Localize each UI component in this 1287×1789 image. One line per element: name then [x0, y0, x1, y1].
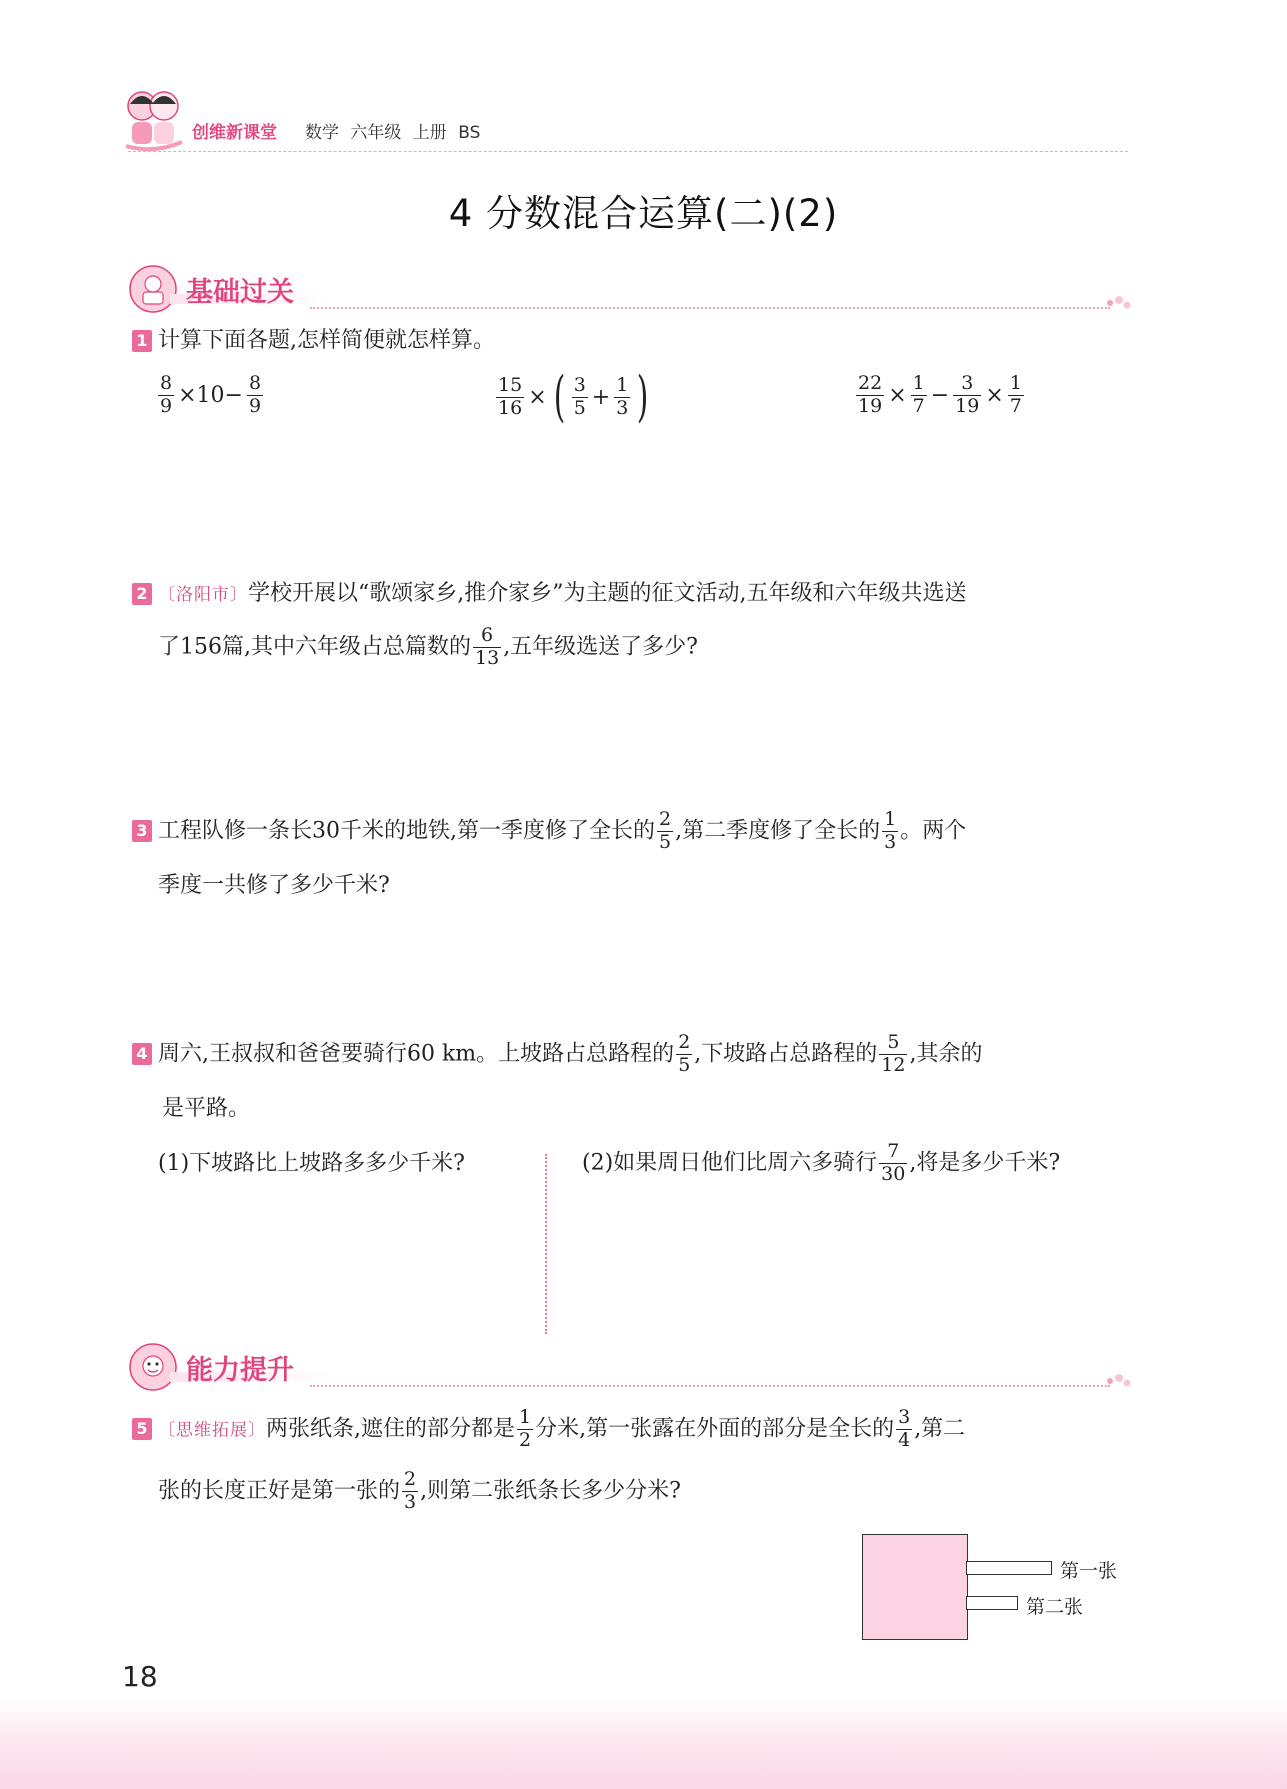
question-4-part-1: (1)下坡路比上坡路多多少千米? — [158, 1151, 465, 1176]
denominator: 7 — [912, 394, 925, 417]
dots-decoration-icon — [1106, 1374, 1132, 1388]
numerator: 6 — [481, 624, 494, 646]
text-segment: ,第二季度修了全长的 — [675, 818, 881, 844]
text-segment: 工程队修一条长30千米的地铁,第一季度修了全长的 — [158, 818, 655, 844]
numerator: 3 — [898, 1406, 911, 1428]
dots-decoration-icon — [1106, 296, 1132, 310]
fraction — [657, 810, 673, 853]
denominator: 30 — [881, 1162, 906, 1185]
section-basic-title: 基础过关 — [186, 277, 294, 308]
denominator: 19 — [858, 394, 883, 417]
text-segment: 了156篇,其中六年级占总篇数的 — [158, 634, 471, 660]
denominator: 16 — [498, 396, 523, 419]
numerator: 7 — [887, 1140, 900, 1162]
text-segment: ,则第二张纸条长多少分米? — [420, 1478, 681, 1504]
text-segment: (2)如果周日他们比周六多骑行 — [582, 1150, 878, 1176]
section-basic-rule — [310, 307, 1110, 309]
fraction — [1008, 374, 1024, 417]
fraction — [856, 374, 884, 417]
question-2 — [132, 583, 966, 605]
denominator: 19 — [955, 394, 980, 417]
text-segment: 张的长度正好是第一张的 — [158, 1478, 401, 1504]
text-segment: ,其余的 — [909, 1041, 983, 1067]
question-number: 1 — [132, 330, 152, 352]
denominator: 5 — [659, 830, 672, 853]
numerator: 1 — [884, 808, 897, 830]
page-number: 18 — [122, 1660, 158, 1693]
mascot-logo-icon — [122, 84, 186, 156]
question-number: 3 — [132, 820, 152, 842]
question-source-tag: 〔思维拓展〕 — [158, 1420, 266, 1441]
question-number: 5 — [132, 1418, 152, 1440]
text-segment: 周六,王叔叔和爸爸要骑行60 km。上坡路占总路程的 — [158, 1041, 675, 1067]
numerator: 15 — [498, 373, 523, 396]
text-segment: 分米,第一张露在外面的部分是全长的 — [535, 1416, 895, 1442]
denominator: 2 — [519, 1428, 532, 1451]
strip-2 — [966, 1596, 1018, 1610]
denominator: 13 — [475, 646, 500, 669]
expression-2 — [494, 365, 653, 428]
strip-1 — [966, 1561, 1052, 1575]
denominator: 12 — [881, 1053, 906, 1076]
header-divider — [128, 151, 1128, 152]
numerator: 1 — [1009, 372, 1022, 394]
question-4-line-2: 是平路。 — [162, 1096, 251, 1121]
text-segment: ,第二 — [914, 1416, 966, 1442]
numerator: 22 — [858, 372, 883, 394]
numerator: 2 — [659, 808, 672, 830]
numerator: 1 — [616, 373, 629, 396]
question-4-part-2 — [582, 1142, 1060, 1185]
fraction — [911, 374, 927, 417]
numerator: 8 — [248, 372, 262, 394]
question-5-line-2 — [158, 1470, 681, 1513]
operator: × — [888, 382, 907, 408]
text-segment: 。两个 — [900, 818, 967, 844]
denominator: 5 — [678, 1053, 691, 1076]
numerator: 3 — [573, 373, 586, 396]
expression-1 — [156, 374, 265, 417]
numerator: 2 — [678, 1031, 691, 1053]
operator: ×10− — [178, 382, 243, 408]
fraction — [473, 626, 501, 669]
question-5 — [132, 1408, 965, 1451]
denominator: 9 — [160, 394, 173, 417]
numerator: 1 — [912, 372, 925, 394]
fraction — [896, 1408, 912, 1451]
footer-band — [0, 1700, 1287, 1789]
denominator: 3 — [884, 830, 897, 853]
question-number: 2 — [132, 583, 152, 605]
fraction — [496, 373, 524, 419]
fraction — [247, 374, 263, 417]
denominator: 7 — [1009, 394, 1022, 417]
left-paren: ( — [553, 365, 565, 428]
numerator: 2 — [404, 1468, 417, 1490]
numerator: 3 — [961, 372, 974, 394]
fraction — [879, 1142, 907, 1185]
fraction — [614, 373, 630, 419]
lesson-title: 4 分数混合运算(二)(2) — [448, 192, 839, 235]
denominator: 3 — [616, 396, 629, 419]
operator: + — [591, 384, 611, 410]
section-advanced-icon — [128, 1342, 178, 1392]
denominator: 3 — [404, 1490, 417, 1513]
denominator: 4 — [898, 1428, 911, 1451]
expression-3 — [854, 374, 1026, 417]
strip-1-label: 第一张 — [1060, 1560, 1118, 1582]
numerator: 1 — [519, 1406, 532, 1428]
operator: − — [930, 382, 950, 408]
numerator: 8 — [160, 372, 173, 394]
fraction — [676, 1033, 692, 1076]
section-advanced-rule — [310, 1385, 1110, 1387]
column-divider — [545, 1154, 547, 1334]
strip-2-label: 第二张 — [1026, 1596, 1084, 1618]
right-paren: ) — [637, 365, 649, 428]
fraction — [517, 1408, 533, 1451]
question-3 — [132, 810, 966, 853]
fraction — [158, 374, 174, 417]
book-info: 数学 六年级 上册 BS — [305, 123, 481, 143]
question-1-text: 计算下面各题,怎样简便就怎样算。 — [158, 328, 495, 353]
fraction — [402, 1470, 418, 1513]
fraction — [879, 1033, 907, 1076]
question-1 — [132, 330, 495, 352]
question-2-line-1: 学校开展以“歌颂家乡,推介家乡”为主题的征文活动,五年级和六年级共选送 — [248, 581, 967, 606]
covered-area-square — [862, 1534, 968, 1640]
denominator: 5 — [573, 396, 586, 419]
fraction — [953, 374, 981, 417]
operator: × — [528, 384, 547, 410]
text-segment: ,将是多少千米? — [909, 1150, 1061, 1176]
question-source-tag: 〔洛阳市〕 — [158, 585, 248, 605]
text-segment: ,下坡路占总路程的 — [694, 1041, 878, 1067]
numerator: 5 — [887, 1031, 900, 1053]
denominator: 9 — [248, 394, 262, 417]
section-advanced-title: 能力提升 — [186, 1355, 294, 1386]
fraction — [572, 373, 588, 419]
question-3-line-2: 季度一共修了多少千米? — [158, 873, 390, 898]
question-4 — [132, 1033, 982, 1076]
fraction — [882, 810, 898, 853]
operator: × — [985, 382, 1004, 408]
text-segment: ,五年级选送了多少? — [503, 634, 698, 660]
text-segment: 两张纸条,遮住的部分都是 — [266, 1416, 515, 1442]
brand-name: 创维新课堂 — [192, 123, 277, 143]
question-number: 4 — [132, 1043, 152, 1065]
question-2-line-2 — [158, 626, 698, 669]
section-basic-icon — [128, 264, 178, 314]
